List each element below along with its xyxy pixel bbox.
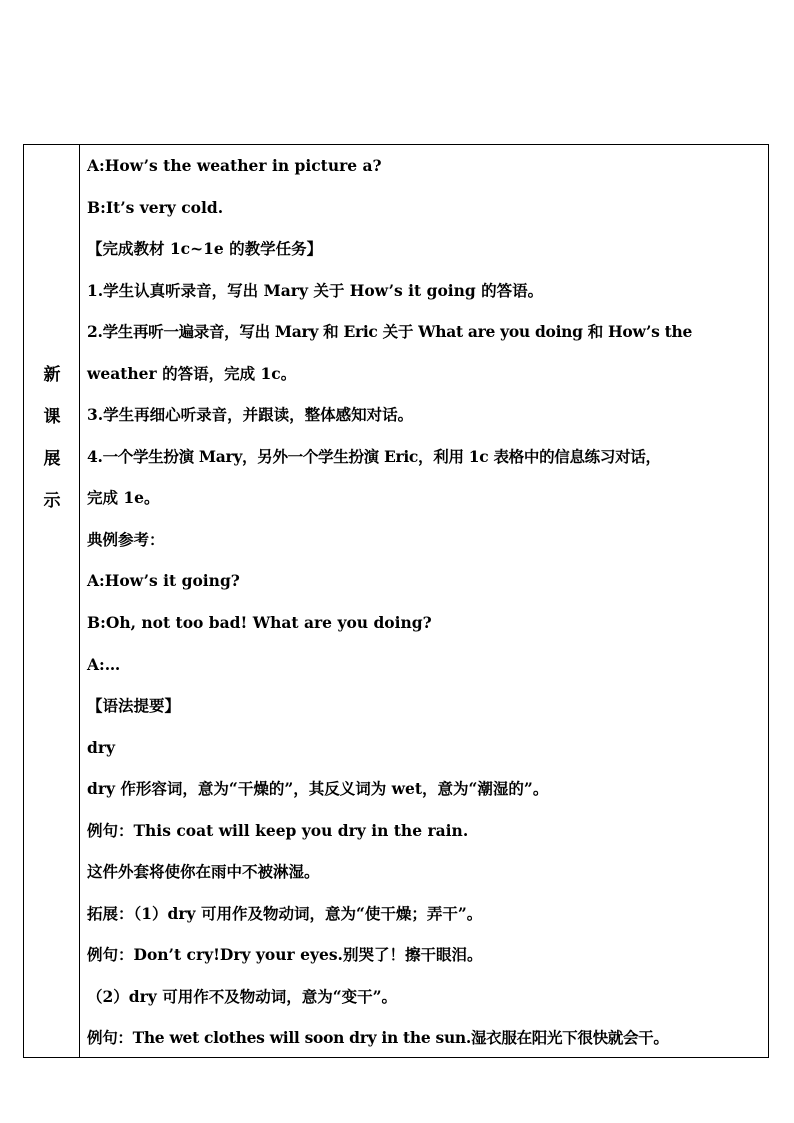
example-translation: 这件外套将使你在雨中不被淋湿。 bbox=[87, 862, 320, 882]
section-label-char: 新 bbox=[43, 365, 61, 385]
task-heading: 【完成教材 1c~1e 的教学任务】 bbox=[87, 239, 323, 259]
example-heading: 典例参考： bbox=[87, 529, 165, 549]
example-sentence: 例句：Don’t cry!Dry your eyes.别哭了！擦干眼泪。 bbox=[87, 945, 483, 965]
grammar-term: dry bbox=[87, 737, 116, 757]
grammar-heading: 【语法提要】 bbox=[87, 696, 181, 716]
grammar-note: （2）dry 可用作不及物动词，意为“变干”。 bbox=[87, 986, 398, 1006]
task-step: 4.一个学生扮演 Mary，另外一个学生扮演 Eric，利用 1c 表格中的信息练习对话， bbox=[87, 446, 661, 466]
dialogue-line: A:How’s it going? bbox=[87, 571, 240, 591]
dialogue-line: B:It’s very cold. bbox=[87, 197, 224, 217]
section-label-char: 示 bbox=[43, 491, 61, 511]
dialogue-line: A:How’s the weather in picture a? bbox=[87, 156, 382, 175]
task-step-continuation: 完成 1e。 bbox=[87, 488, 160, 508]
section-label-char: 展 bbox=[43, 449, 61, 469]
task-step: 3.学生再细心听录音，并跟读，整体感知对话。 bbox=[87, 405, 414, 425]
dialogue-line: A:… bbox=[87, 654, 121, 674]
task-step: 2.学生再听一遍录音，写出 Mary 和 Eric 关于 What are you doing 和 How’s the bbox=[87, 322, 693, 342]
example-sentence: 例句：This coat will keep you dry in the rain. bbox=[87, 820, 469, 840]
lesson-table bbox=[23, 144, 769, 1058]
content-cell bbox=[87, 154, 762, 1068]
section-label-cell bbox=[24, 145, 80, 1057]
dialogue-line: B:Oh, not too bad! What are you doing? bbox=[87, 613, 432, 633]
section-label-char: 课 bbox=[43, 407, 61, 427]
grammar-note: dry 作形容词，意为“干燥的”，其反义词为 wet，意为“潮湿的”。 bbox=[87, 779, 549, 799]
task-step-continuation: weather 的答语，完成 1c。 bbox=[87, 363, 297, 383]
task-step: 1.学生认真听录音，写出 Mary 关于 How’s it going 的答语。 bbox=[87, 280, 544, 300]
example-sentence: 例句：The wet clothes will soon dry in the sun.湿衣服在阳光下很快就会干。 bbox=[87, 1028, 669, 1048]
grammar-note: 拓展：（1）dry 可用作及物动词，意为“使干燥；弄干”。 bbox=[87, 903, 483, 923]
section-label bbox=[24, 363, 80, 531]
